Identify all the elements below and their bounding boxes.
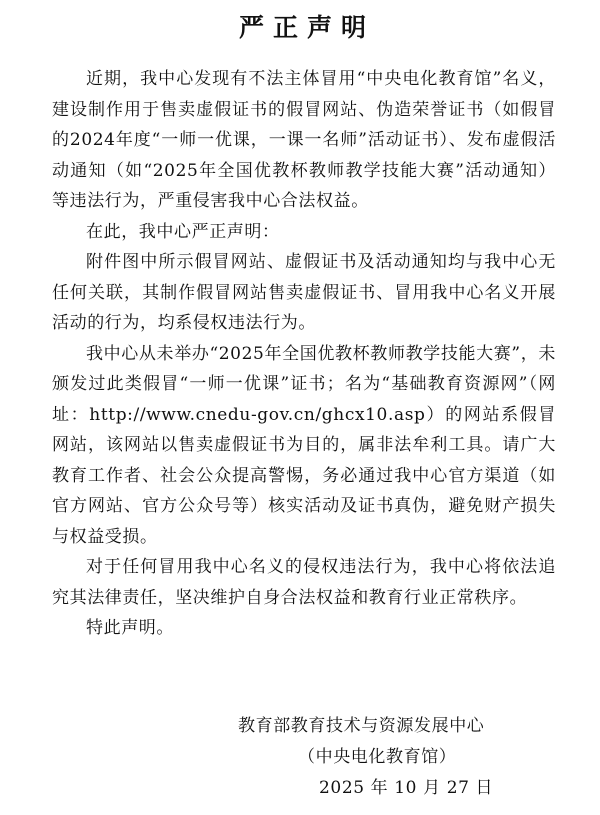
paragraph-closing: 特此声明。 <box>86 618 174 638</box>
paragraph-legal-action: 对于任何冒用我中心名义的侵权违法行为，我中心将依法追究其法律责任，坚决维护自身合法权益和教育行业正常秩序。 <box>52 557 556 608</box>
document-title: 严正声明 <box>238 13 375 42</box>
paragraph-declaration-intro: 在此，我中心严正声明： <box>86 221 280 242</box>
paragraph-fake-event-warning: 我中心从未举办“2025年全国优教杯教师教学技能大赛”，未颁发过此类假冒“一师一优课”证书；名为“基础教育资源网”（网址：http://www.cnedu-gov.cn/ghcx10.asp）的网站系假冒网站，该网站以售卖虚假证书为目的，属非法牟利工具。请广大教育工作者、社会公众提高警惕，务必通过我中心官方渠道（如官方网站、官方公众号等）核实活动及证书真伪，避免财产损失与权益受损。 <box>52 343 556 547</box>
paragraph-notice: 近期，我中心发现有不法主体冒用“中央电化教育馆”名义，建设制作用于售卖虚假证书的假冒网站、伪造荣誉证书（如假冒的2024年度“一师一优课，一课一名师”活动证书）、发布虚假活动通知（如“2025年全国优教杯教师教学技能大赛”活动通知）等违法行为，严重侵害我中心合法权益。 <box>52 69 556 211</box>
paragraph-no-affiliation: 附件图中所示假冒网站、虚假证书及活动通知均与我中心无任何关联，其制作假冒网站售卖虚假证书、冒用我中心名义开展活动的行为，均系侵权违法行为。 <box>52 252 556 333</box>
document-body <box>52 64 556 644</box>
signature-alias: （中央电化教育馆） <box>298 747 457 767</box>
signature-date: 2025 年 10 月 27 日 <box>319 778 494 798</box>
signature-organization: 教育部教育技术与资源发展中心 <box>238 716 485 736</box>
